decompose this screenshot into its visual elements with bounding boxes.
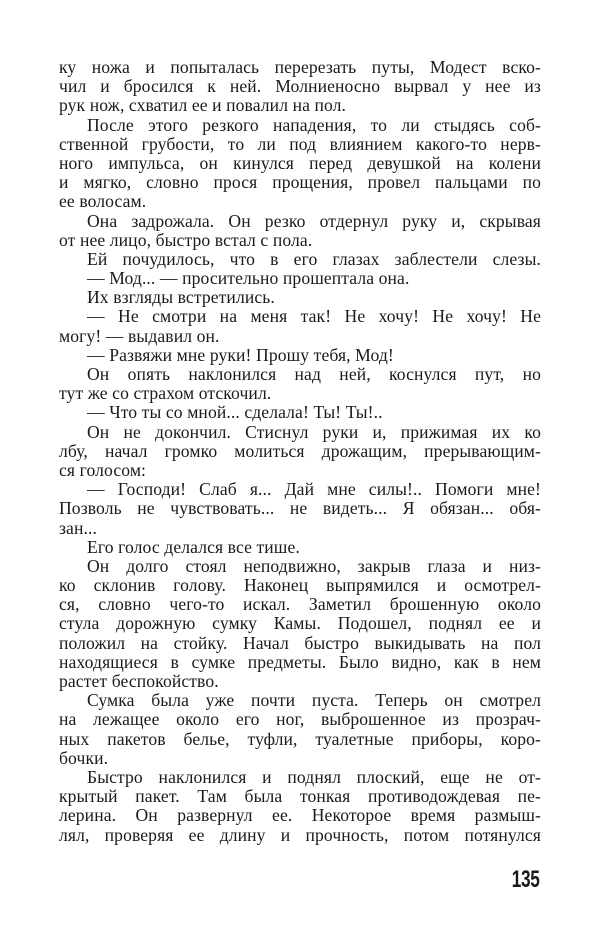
text-line: положил на стойку. Начал быстро выкидывать на пол xyxy=(59,632,541,653)
text-line: — Развяжи мне руки! Прошу тебя, Мод! xyxy=(87,344,394,365)
text-line: на лежащее около его ног, выброшенное из прозрач- xyxy=(59,709,541,730)
text-line: ся голосом: xyxy=(59,459,147,480)
text-line: ных пакетов белье, туфли, туалетные приборы, коро- xyxy=(59,728,541,749)
text-line: лерина. Он развернул ее. Некоторое время размыш- xyxy=(59,805,541,826)
text-line: и мягко, словно прося прощения, провел пальцами по xyxy=(59,172,541,193)
text-line: Он долго стоял неподвижно, закрыв глаза и низ- xyxy=(87,555,541,576)
text-line: зан... xyxy=(59,517,97,538)
text-line: бочки. xyxy=(59,747,109,768)
text-line: — Что ты со мной... сделала! Ты! Ты!.. xyxy=(87,402,383,423)
text-line: После этого резкого нападения, то ли стыдясь соб- xyxy=(87,114,541,135)
page-body-text xyxy=(59,58,541,845)
text-line: ее волосам. xyxy=(59,191,147,212)
text-line: Он опять наклонился над ней, коснулся пут, но xyxy=(87,364,541,384)
text-line: Он не докончил. Стиснул руки и, прижимая их ко xyxy=(87,421,541,442)
text-line: Их взгляды встретились. xyxy=(87,287,275,308)
text-line: ку ножа и попыталась перерезать путы, Модест вско- xyxy=(59,57,541,77)
text-line: находящиеся в сумке предметы. Было видно, как в нем xyxy=(59,651,541,672)
text-line: чил и бросился к ней. Молниеносно вырвал у нее из xyxy=(59,76,541,97)
text-line: лял, проверяя ее длину и прочность, потом потянулся xyxy=(59,824,541,845)
text-line: ственной грубости, то ли под влиянием какого-то нерв- xyxy=(59,133,541,154)
text-line: крытый пакет. Там была тонкая противодождевая пе- xyxy=(59,786,541,807)
text-line: лбу, начал громко молиться дрожащим, прерывающим- xyxy=(59,440,541,461)
text-line: могу! — выдавил он. xyxy=(59,325,220,346)
text-line: Позволь не чувствовать... не видеть... Я обязан... обя- xyxy=(59,498,541,519)
text-line: стула дорожную сумку Камы. Подошел, поднял ее и xyxy=(59,613,541,634)
text-line: Она задрожала. Он резко отдернул руку и, скрывая xyxy=(87,210,541,231)
text-line: тут же со страхом отскочил. xyxy=(59,383,272,404)
text-line: от нее лицо, быстро встал с пола. xyxy=(59,229,313,250)
text-line: — Не смотри на меня так! Не хочу! Не хочу! Не xyxy=(87,306,541,327)
text-line: ко склонив голову. Наконец выпрямился и осмотрел- xyxy=(59,575,541,596)
text-line: — Господи! Слаб я... Дай мне силы!.. Помоги мне! xyxy=(87,479,541,500)
text-line: рук нож, схватил ее и повалил на пол. xyxy=(59,95,347,116)
text-line: Его голос делался все тише. xyxy=(87,536,300,557)
text-line: Ей почудилось, что в его глазах заблестели слезы. xyxy=(87,248,541,269)
text-line: ного импульса, он кинулся перед девушкой на колени xyxy=(59,152,541,173)
text-line: Быстро наклонился и поднял плоский, еще не от- xyxy=(87,766,541,787)
page-number: 135 xyxy=(512,866,540,893)
text-line: ся, словно чего-то искал. Заметил брошенную около xyxy=(59,594,541,615)
text-line: — Мод... — просительно прошептала она. xyxy=(87,268,410,289)
text-line: Сумка была уже почти пуста. Теперь он смотрел xyxy=(87,690,541,711)
text-line: растет беспокойство. xyxy=(59,671,219,691)
